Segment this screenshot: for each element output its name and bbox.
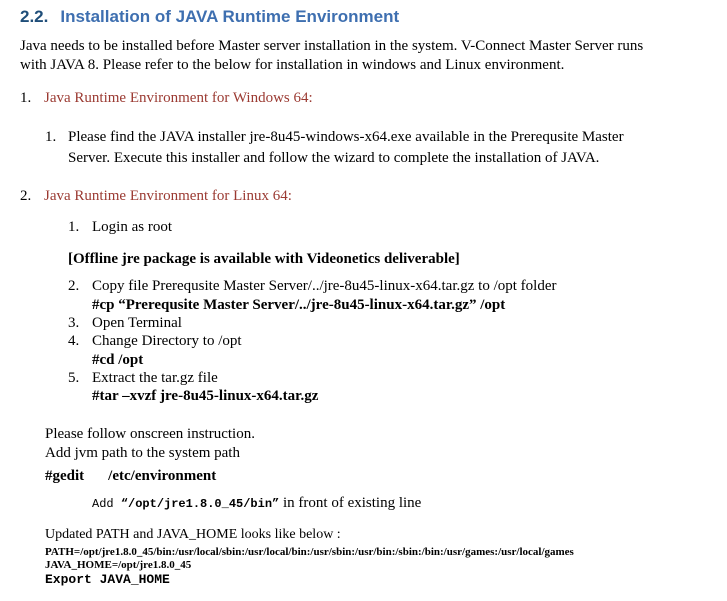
add-path-line (92, 495, 421, 512)
step-text-line-1: Please find the JAVA installer jre-8u45-windows-x64.exe available in the Prerequsite Master (68, 129, 624, 145)
intro-line-2: with JAVA 8. Please refer to the below for installation in windows and Linux environment. (20, 57, 565, 73)
section-number: 1. (20, 90, 32, 106)
followup-line-1: Please follow onscreen instruction. (45, 426, 255, 442)
heading-number: 2.2. (20, 7, 49, 26)
offline-note: [Offline jre package is available with Videonetics deliverable] (68, 251, 460, 267)
step-text: Extract the tar.gz file (92, 370, 218, 386)
section-title: Java Runtime Environment for Windows 64: (44, 90, 313, 106)
step-text: Change Directory to /opt (92, 333, 242, 349)
section-number: 2. (20, 188, 32, 204)
section-windows (20, 90, 313, 107)
linux-step-5 (68, 370, 218, 387)
windows-step-1 (45, 127, 705, 148)
linux-step-2 (68, 278, 556, 295)
step-number: 5. (68, 370, 80, 386)
section-linux (20, 188, 292, 205)
cd-command: #cd /opt (92, 352, 144, 368)
cp-command: #cp “Prerequsite Master Server/../jre-8u45-linux-x64.tar.gz” /opt (92, 297, 506, 313)
add-suffix: in front of existing line (279, 495, 422, 511)
step-text: Copy file Prerequsite Master Server/../jre-8u45-linux-x64.tar.gz to /opt folder (92, 278, 557, 294)
windows-step-1-line-2: Server. Execute this installer and follow the wizard to complete the installation of JAVA. (68, 150, 600, 166)
linux-step-1 (68, 219, 172, 236)
linux-step-4 (68, 333, 242, 350)
path-line: PATH=/opt/jre1.8.0_45/bin:/usr/local/sbin:/usr/local/bin:/usr/sbin:/usr/bin:/sbin:/bin:/usr/games:/usr/local/games (45, 546, 574, 558)
java-home-line: JAVA_HOME=/opt/jre1.8.0_45 (45, 559, 192, 571)
step-number: 1. (45, 129, 57, 145)
section-title: Java Runtime Environment for Linux 64: (44, 188, 292, 204)
step-number: 4. (68, 333, 80, 349)
export-line: Export JAVA_HOME (45, 572, 170, 587)
add-path: “/opt/jre1.8.0_45/bin” (120, 497, 280, 511)
step-number: 3. (68, 315, 80, 331)
step-text: Login as root (92, 219, 172, 235)
step-number: 2. (68, 278, 80, 294)
linux-step-3 (68, 315, 182, 332)
add-prefix: Add (92, 497, 121, 511)
section-heading (20, 7, 399, 27)
step-number: 1. (68, 219, 80, 235)
step-text: Open Terminal (92, 315, 182, 331)
gedit-cmd: #gedit (45, 468, 85, 484)
gedit-path: /etc/environment (108, 468, 217, 484)
heading-title: Installation of JAVA Runtime Environment (60, 7, 400, 26)
followup-line-2: Add jvm path to the system path (45, 445, 240, 461)
tar-command: #tar –xvzf jre-8u45-linux-x64.tar.gz (92, 388, 319, 404)
updated-line: Updated PATH and JAVA_HOME looks like below : (45, 527, 341, 542)
intro-line-1: Java needs to be installed before Master server installation in the system. V-Connect Master Server runs (20, 38, 644, 54)
gedit-command (45, 468, 216, 485)
